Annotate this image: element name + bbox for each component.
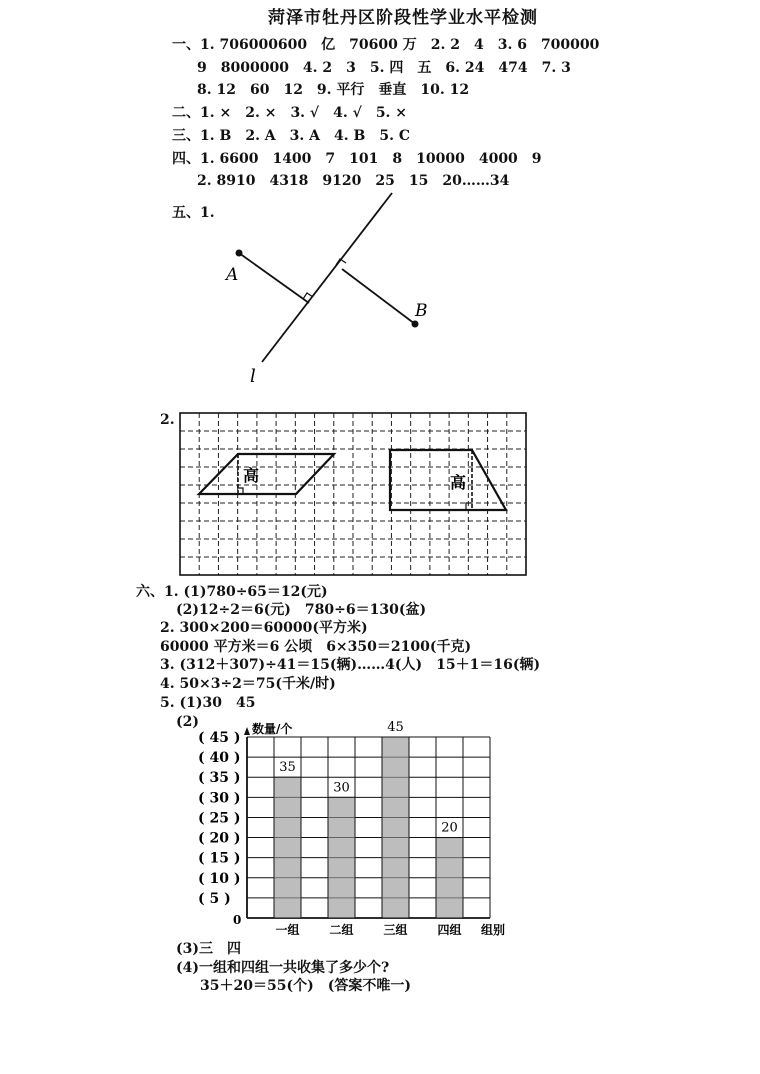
answer-line-2: 二、1. × 2. × 3. √ 4. √ 5. × <box>172 105 408 121</box>
y-tick-label: ( 45 ) <box>198 730 241 746</box>
bar-value-label: 20 <box>441 820 458 836</box>
y-tick-label: ( 30 ) <box>198 790 241 807</box>
x-axis-label: 组别 <box>481 923 506 937</box>
answer-6-5d: (4)一组和四组一共收集了多少个? <box>176 960 390 976</box>
category-label: 四组 <box>437 923 462 937</box>
answer-6-4: 4. 50×3÷2＝75(千米/时) <box>160 676 336 692</box>
y-tick-label: ( 35 ) <box>198 770 241 787</box>
bar-1 <box>274 777 301 918</box>
bar-value-label: 45 <box>387 720 404 735</box>
y-axis-label: 数量/个 <box>252 722 293 736</box>
y-tick-label: ( 25 ) <box>198 810 241 827</box>
answer-6-5c: (3)三 四 <box>176 941 241 957</box>
answer-6-2b: 60000 平方米＝6 公顷 6×350＝2100(千克) <box>160 639 472 655</box>
bar-3 <box>382 737 409 918</box>
label-b: B <box>415 301 428 321</box>
origin-label: 0 <box>233 913 242 927</box>
y-tick-label: ( 10 ) <box>198 870 241 887</box>
category-label: 一组 <box>275 923 300 937</box>
answer-6-5a: 5. (1)30 45 <box>160 695 256 711</box>
bar-value-label: 30 <box>333 780 350 796</box>
category-label: 三组 <box>383 923 408 937</box>
answer-6-5b: (2) <box>176 714 199 730</box>
chart-bars <box>274 737 463 918</box>
answer-line-4a: 四、1. 6600 1400 7 101 8 10000 4000 9 <box>172 151 542 167</box>
answer-line-5: 五、1. <box>172 205 215 221</box>
y-tick-label: ( 40 ) <box>198 750 241 767</box>
answer-line-4b: 2. 8910 4318 9120 25 15 20……34 <box>197 173 510 189</box>
y-tick-label: ( 15 ) <box>198 850 241 867</box>
y-axis-arrow <box>244 727 250 735</box>
bar-value-label: 35 <box>279 760 296 776</box>
question-5-2-label: 2. <box>160 412 175 428</box>
height-label-right: 高 <box>450 473 467 492</box>
y-tick-label: ( 20 ) <box>198 830 241 847</box>
answer-6-5e: 35＋20＝55(个) (答案不唯一) <box>200 978 411 994</box>
answer-6-1a: 六、1. (1)780÷65＝12(元) <box>136 584 328 600</box>
page-title: 菏泽市牡丹区阶段性学业水平检测 <box>268 8 538 28</box>
answer-line-1c: 8. 12 60 12 9. 平行 垂直 10. 12 <box>197 82 470 98</box>
label-l: l <box>250 366 256 387</box>
y-tick-label: ( 5 ) <box>198 890 231 907</box>
answer-6-3: 3. (312＋307)÷41＝15(辆)……4(人) 15＋1＝16(辆) <box>160 657 541 673</box>
answer-6-1b: (2)12÷2＝6(元) 780÷6＝130(盆) <box>176 602 427 618</box>
answer-line-1a: 一、1. 706000600 亿 70600 万 2. 2 4 3. 6 700000 <box>172 37 600 53</box>
answer-6-2a: 2. 300×200＝60000(平方米) <box>160 620 368 636</box>
answer-line-3: 三、1. B 2. A 3. A 4. B 5. C <box>172 128 410 144</box>
category-label: 二组 <box>329 923 354 937</box>
label-a: A <box>226 265 239 285</box>
height-label-left: 高 <box>243 466 260 485</box>
answer-line-1b: 9 8000000 4. 2 3 5. 四 五 6. 24 474 7. 3 <box>197 60 571 76</box>
